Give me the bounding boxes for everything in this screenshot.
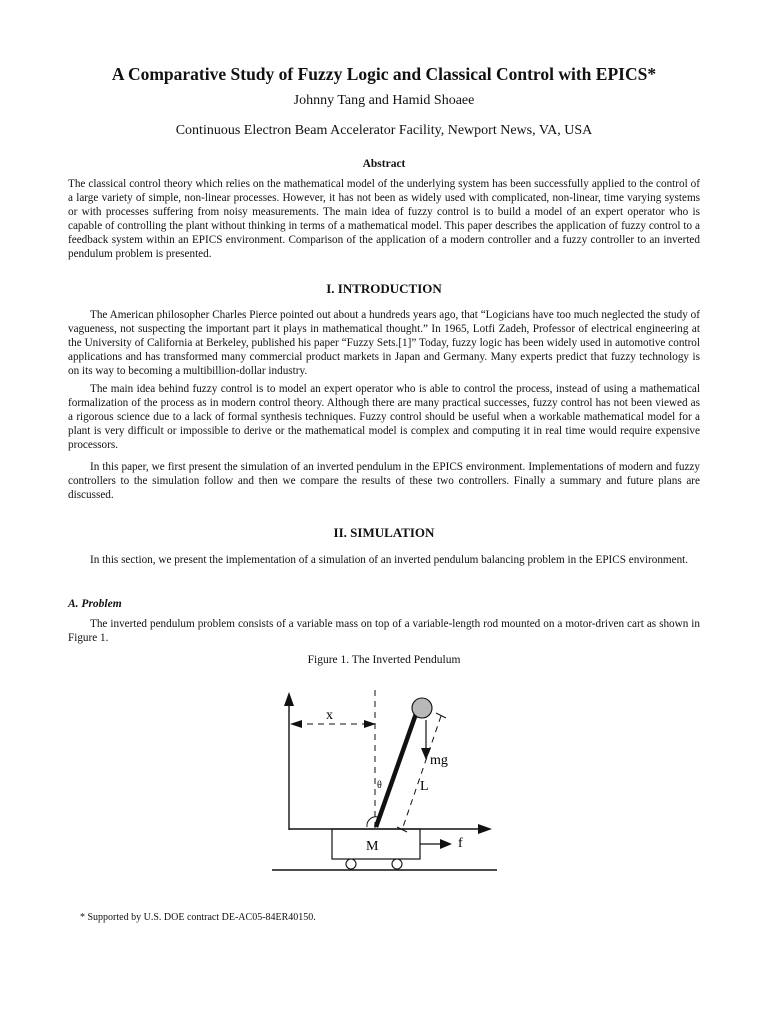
intro-paragraph-3: In this paper, we first present the simulation of an inverted pendulum in the EPICS environment. Implementations of modern and fuzzy controllers to the simulation follow and then we compare the results of these two controllers. Finally a summary and future plans are discussed. xyxy=(68,461,700,501)
subsection-heading-problem: A. Problem xyxy=(68,598,122,610)
cart-wheel-right xyxy=(392,859,402,869)
pendulum-rod xyxy=(376,708,418,827)
paper-title: A Comparative Study of Fuzzy Logic and Classical Control with EPICS* xyxy=(111,64,657,84)
paper-affiliation: Continuous Electron Beam Accelerator Facility, Newport News, VA, USA xyxy=(175,123,593,138)
paper-authors: Johnny Tang and Hamid Shoaee xyxy=(293,93,475,108)
theta-label: θ xyxy=(377,780,382,791)
x-dimension-arrow-left xyxy=(290,720,302,728)
cart-mass-label: M xyxy=(366,839,379,854)
section-heading-simulation: II. SIMULATION xyxy=(333,525,435,540)
section-heading-introduction: I. INTRODUCTION xyxy=(326,281,442,296)
horizontal-axis-arrowhead xyxy=(478,824,492,834)
intro-paragraph-1: The American philosopher Charles Pierce pointed out about a hundreds years ago, that “Logicians have too much neglected the study of vagueness, not suspecting the important part it plays in mathematical thought.” In 1965, Lotfi Zadeh, Professor of electrical engineering at the University of California at Berkeley, published his paper “Fuzzy Sets.[1]” Today, fuzzy logic has been widely used in automotive control applications and has transformed many commercial product markets in Japan and Germany. Many experts predict that fuzzy technology is on its way to becoming a multibillion-dollar industry. xyxy=(68,309,700,377)
inverted-pendulum-figure xyxy=(260,680,510,880)
abstract-heading: Abstract xyxy=(362,158,406,170)
cart-wheel-left xyxy=(346,859,356,869)
footnote: * Supported by U.S. DOE contract DE-AC05-84ER40150. xyxy=(80,912,316,923)
simulation-paragraph-2: The inverted pendulum problem consists of a variable mass on top of a variable-length rod mounted on a motor-driven cart as shown in Figure 1. xyxy=(68,618,700,644)
abstract-text: The classical control theory which relies on the mathematical model of the underlying system has been successfully applied to the control of a large variety of simple, non-linear processes. However, it has not been as widely used with complicated, non-linear, time varying systems or with processes suffering from noisy measurements. The main idea of fuzzy control is to build a model of an expert operator who is capable of controlling the plant without thinking in terms of a mathematical model. This paper describes the application of fuzzy control to a feedback system within an EPICS environment. Comparison of the application of a modern controller and a fuzzy controller to an inverted pendulum problem is presented. xyxy=(68,178,700,260)
pendulum-mass-bob xyxy=(412,698,432,718)
vertical-axis-arrowhead xyxy=(284,692,294,706)
x-label: x xyxy=(326,708,333,723)
simulation-paragraph-1: In this section, we present the implementation of a simulation of an inverted pendulum balancing problem in the EPICS environment. xyxy=(90,554,689,566)
force-label: f xyxy=(458,836,463,851)
length-label: L xyxy=(420,779,429,794)
force-arrowhead xyxy=(440,839,452,849)
gravity-label: mg xyxy=(430,753,448,768)
x-dimension-arrow-right xyxy=(364,720,376,728)
figure-caption: Figure 1. The Inverted Pendulum xyxy=(307,654,461,666)
intro-paragraph-2: The main idea behind fuzzy control is to model an expert operator who is able to control the process, instead of using a mathematical formalization of the process as in modern control theory. Although there are many practical successes, fuzzy control has not been viewed as a rigorous science due to a lack of formal synthesis techniques. Fuzzy control should be useful when a workable mathematical model for a plant is very difficult or impossible to derive or the mathematical model is complex and computing it in real time would require expensive processors. xyxy=(68,383,700,451)
